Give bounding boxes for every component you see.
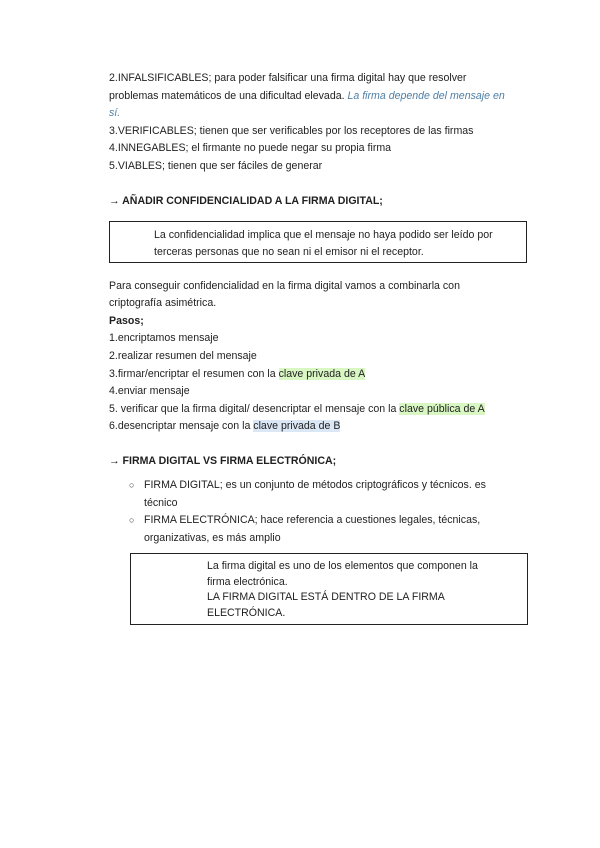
paragraph-text: Para conseguir confidencialidad en la firma digital vamos a combinarla con	[109, 279, 460, 292]
list-item-verificables: 3.VERIFICABLES; tienen que ser verificables por los receptores de las firmas	[109, 124, 474, 137]
step-item-1: 1.encriptamos mensaje	[109, 332, 219, 345]
list-item-innegables: 4.INNEGABLES; el firmante no puede negar su propia firma	[109, 142, 392, 155]
highlight-clave-privada-b: clave privada de B	[253, 420, 341, 433]
comparison-list	[109, 477, 549, 547]
list-item-infalsificables-cont	[109, 88, 549, 106]
box-text: La firma digital es uno de los elementos que componen la	[207, 560, 478, 573]
step-item-3	[109, 366, 549, 384]
circle-bullet-icon: ○	[129, 479, 135, 490]
list-item-text: técnico	[144, 496, 178, 509]
section-heading-firma-vs: → FIRMA DIGITAL VS FIRMA ELECTRÓNICA;	[109, 454, 337, 467]
step-item-6	[109, 418, 549, 436]
step-item-5	[109, 401, 549, 419]
definition-box	[109, 221, 527, 263]
properties-list	[109, 70, 549, 176]
circle-bullet-icon: ○	[129, 515, 135, 526]
list-item-infalsificables-cont2	[109, 105, 549, 123]
step-text: 5. verificar que la firma digital/ desencriptar el mensaje con la	[109, 402, 400, 415]
box-text: ELECTRÓNICA.	[207, 606, 286, 619]
step-text: 3.firmar/encriptar el resumen con la	[109, 367, 279, 380]
box-text: terceras personas que no sean ni el emisor ni el receptor.	[154, 245, 424, 258]
paragraph-text: criptografía asimétrica.	[109, 297, 217, 310]
highlight-clave-publica-a: clave pública de A	[399, 402, 485, 415]
step-item-4: 4.enviar mensaje	[109, 385, 190, 398]
list-item-text: FIRMA DIGITAL; es un conjunto de métodos criptográficos y técnicos. es	[144, 478, 486, 491]
list-item-infalsificables	[109, 70, 549, 88]
document-page	[109, 70, 549, 625]
list-item-text: 2.INFALSIFICABLES; para poder falsificar una firma digital hay que resolver	[109, 72, 467, 84]
list-item-firma-digital	[129, 477, 549, 512]
list-item-viables: 5.VIABLES; tienen que ser fáciles de generar	[109, 159, 323, 172]
box-text: firma electrónica.	[207, 575, 288, 588]
section-heading-confidencialidad: → AÑADIR CONFIDENCIALIDAD A LA FIRMA DIGITAL;	[109, 194, 383, 207]
step-item-2: 2.realizar resumen del mensaje	[109, 349, 257, 362]
list-item-text: FIRMA ELECTRÓNICA; hace referencia a cuestiones legales, técnicas,	[144, 514, 481, 527]
step-text: 6.desencriptar mensaje con la	[109, 420, 254, 433]
box-text: LA FIRMA DIGITAL ESTÁ DENTRO DE LA FIRMA	[207, 591, 445, 604]
italic-note: sí.	[109, 107, 121, 120]
italic-note: La firma depende del mensaje en	[347, 89, 505, 102]
highlight-clave-privada-a: clave privada de A	[278, 367, 366, 380]
list-item-text: organizativas, es más amplio	[144, 531, 281, 544]
list-item-firma-electronica	[129, 512, 549, 547]
summary-box	[130, 553, 528, 625]
list-item-text: problemas matemáticos de una dificultad elevada.	[109, 89, 348, 102]
steps-block	[109, 278, 549, 436]
steps-label: Pasos;	[109, 314, 144, 327]
box-text: La confidencialidad implica que el mensaje no haya podido ser leído por	[154, 228, 493, 241]
